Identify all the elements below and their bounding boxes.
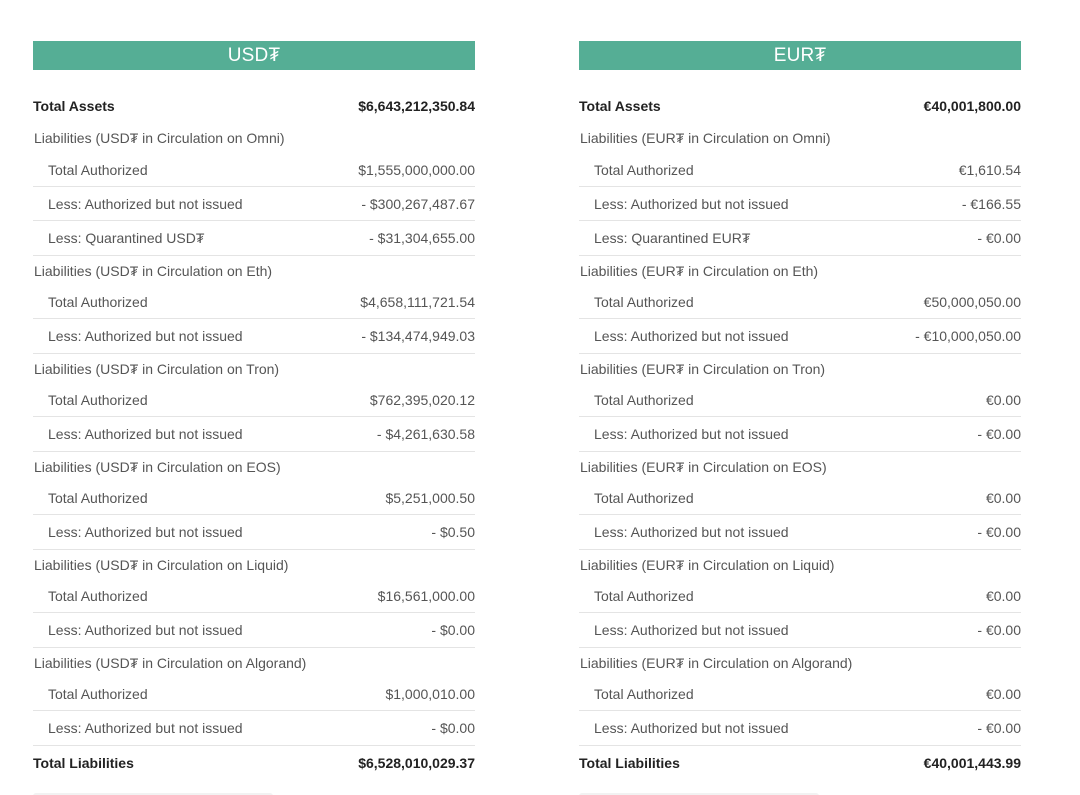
usd-section-eos-title: Liabilities (USD₮ in Circulation on EOS) [34, 458, 281, 475]
usd-section-omni [33, 123, 475, 153]
row-label: Less: Authorized but not issued [48, 195, 243, 212]
row-label: Less: Authorized but not issued [594, 720, 789, 736]
row-label: Total Authorized [48, 587, 148, 604]
usd-eos-total-authorized-row [33, 481, 475, 515]
eur-section-eth-title: Liabilities (EUR₮ in Circulation on Eth) [580, 262, 819, 279]
eur-tron-total-authorized-row [579, 383, 1021, 417]
row-label: Less: Authorized but not issued [594, 524, 789, 540]
eur-section-eos-title: Liabilities (EUR₮ in Circulation on EOS) [580, 458, 827, 475]
row-value: €0.00 [985, 685, 1021, 702]
row-value: - $31,304,655.00 [369, 230, 475, 246]
usd-tron-total-authorized-row [33, 383, 475, 417]
eur-algorand-total-authorized-row [579, 677, 1021, 711]
row-label: Total Authorized [48, 161, 148, 178]
row-value: - $0.00 [431, 720, 475, 736]
row-label: Less: Authorized but not issued [48, 426, 243, 442]
eur-omni-total-authorized-row [579, 153, 1021, 187]
row-value: - $134,474,949.03 [361, 328, 475, 344]
usd-tron-not-issued-row [33, 417, 475, 451]
usd-algorand-total-authorized-row [33, 677, 475, 711]
row-value: - $300,267,487.67 [361, 195, 475, 212]
row-value: - €0.00 [977, 622, 1021, 638]
eur-eth-total-authorized-row [579, 285, 1021, 319]
usd-section-eos [33, 451, 475, 481]
eur-section-tron [579, 353, 1021, 383]
row-label: Less: Authorized but not issued [48, 720, 243, 736]
eur-section-liquid [579, 549, 1021, 579]
row-value: - $0.50 [431, 524, 475, 540]
usd-section-algorand-title: Liabilities (USD₮ in Circulation on Algorand) [34, 654, 307, 671]
row-label: Less: Quarantined USD₮ [48, 230, 205, 246]
row-value: - €0.00 [977, 230, 1021, 246]
row-label: Total Authorized [594, 489, 694, 506]
eur-eos-total-authorized-row [579, 481, 1021, 515]
usd-total-assets-row [33, 89, 475, 123]
row-label: Less: Quarantined EUR₮ [594, 230, 751, 246]
usd-section-liquid-title: Liabilities (USD₮ in Circulation on Liquid) [34, 556, 289, 573]
eur-section-eos [579, 451, 1021, 481]
row-value: - €0.00 [977, 720, 1021, 736]
usd-section-algorand [33, 647, 475, 677]
eur-total-assets-value: €40,001,800.00 [923, 98, 1021, 114]
eur-eos-not-issued-row [579, 515, 1021, 549]
usd-section-omni-title: Liabilities (USD₮ in Circulation on Omni) [34, 130, 285, 146]
row-label: Total Authorized [594, 161, 694, 178]
eur-section-omni-title: Liabilities (EUR₮ in Circulation on Omni) [580, 130, 831, 146]
row-label: Total Authorized [594, 587, 694, 604]
row-value: - €0.00 [977, 524, 1021, 540]
row-label: Less: Authorized but not issued [48, 328, 243, 344]
eur-section-algorand [579, 647, 1021, 677]
row-value: - $4,261,630.58 [376, 426, 475, 442]
row-value: - €10,000,050.00 [915, 328, 1021, 344]
row-label: Less: Authorized but not issued [594, 328, 789, 344]
eur-omni-quarantined-row [579, 221, 1021, 255]
row-label: Total Authorized [48, 391, 148, 408]
eur-eth-not-issued-row [579, 319, 1021, 353]
eur-liquid-total-authorized-row [579, 579, 1021, 613]
eur-total-liabilities-value: €40,001,443.99 [923, 754, 1021, 771]
row-value: €50,000,050.00 [923, 293, 1021, 310]
row-value: $1,000,010.00 [385, 685, 475, 702]
row-value: $762,395,020.12 [369, 391, 475, 408]
usd-total-liabilities-value: $6,528,010,029.37 [358, 754, 475, 771]
row-value: €0.00 [985, 587, 1021, 604]
row-value: - €0.00 [977, 426, 1021, 442]
usd-omni-quarantined-row [33, 221, 475, 255]
eur-omni-not-issued-row [579, 187, 1021, 221]
row-label: Total Authorized [594, 293, 694, 310]
eur-section-algorand-title: Liabilities (EUR₮ in Circulation on Algorand) [580, 654, 853, 671]
eur-panel-header: EUR₮ [579, 41, 1021, 70]
eur-tron-not-issued-row [579, 417, 1021, 451]
usd-liquid-total-authorized-row [33, 579, 475, 613]
usd-total-liabilities-label: Total Liabilities [33, 754, 134, 771]
row-label: Less: Authorized but not issued [48, 524, 243, 540]
eur-total-liabilities-row [579, 745, 1021, 779]
eur-algorand-not-issued-row [579, 711, 1021, 745]
row-value: $1,555,000,000.00 [358, 161, 475, 178]
row-label: Total Authorized [594, 685, 694, 702]
row-value: €0.00 [985, 489, 1021, 506]
row-value: €1,610.54 [958, 161, 1021, 178]
usd-panel-header: USD₮ [33, 41, 475, 70]
row-label: Less: Authorized but not issued [594, 426, 789, 442]
usd-omni-not-issued-row [33, 187, 475, 221]
row-value: - €166.55 [961, 195, 1021, 212]
row-label: Total Authorized [48, 293, 148, 310]
usd-total-liabilities-row [33, 745, 475, 779]
usd-eth-total-authorized-row [33, 285, 475, 319]
row-value: $4,658,111,721.54 [360, 293, 475, 310]
usd-eos-not-issued-row [33, 515, 475, 549]
row-label: Total Authorized [48, 489, 148, 506]
eur-total-assets-row [579, 89, 1021, 123]
eur-section-omni [579, 123, 1021, 153]
row-label: Less: Authorized but not issued [48, 622, 243, 638]
usd-algorand-not-issued-row [33, 711, 475, 745]
usd-total-assets-value: $6,643,212,350.84 [358, 98, 475, 114]
usd-liquid-not-issued-row [33, 613, 475, 647]
eur-liquid-not-issued-row [579, 613, 1021, 647]
usd-section-tron [33, 353, 475, 383]
eur-section-liquid-title: Liabilities (EUR₮ in Circulation on Liquid) [580, 556, 835, 573]
row-value: $16,561,000.00 [377, 587, 475, 604]
usd-total-assets-label: Total Assets [33, 98, 115, 114]
row-value: $5,251,000.50 [385, 489, 475, 506]
eur-total-liabilities-label: Total Liabilities [579, 754, 680, 771]
usd-omni-total-authorized-row [33, 153, 475, 187]
row-value: - $0.00 [431, 622, 475, 638]
eur-total-assets-label: Total Assets [579, 98, 661, 114]
usd-eth-not-issued-row [33, 319, 475, 353]
usd-section-liquid [33, 549, 475, 579]
row-label: Total Authorized [594, 391, 694, 408]
usd-section-tron-title: Liabilities (USD₮ in Circulation on Tron) [34, 360, 280, 377]
usd-section-eth-title: Liabilities (USD₮ in Circulation on Eth) [34, 262, 273, 279]
usd-section-eth [33, 255, 475, 285]
row-label: Less: Authorized but not issued [594, 195, 789, 212]
eur-panel [579, 41, 1021, 779]
usd-panel [33, 41, 475, 779]
row-label: Total Authorized [48, 685, 148, 702]
eur-section-eth [579, 255, 1021, 285]
row-label: Less: Authorized but not issued [594, 622, 789, 638]
eur-section-tron-title: Liabilities (EUR₮ in Circulation on Tron) [580, 360, 826, 377]
row-value: €0.00 [985, 391, 1021, 408]
